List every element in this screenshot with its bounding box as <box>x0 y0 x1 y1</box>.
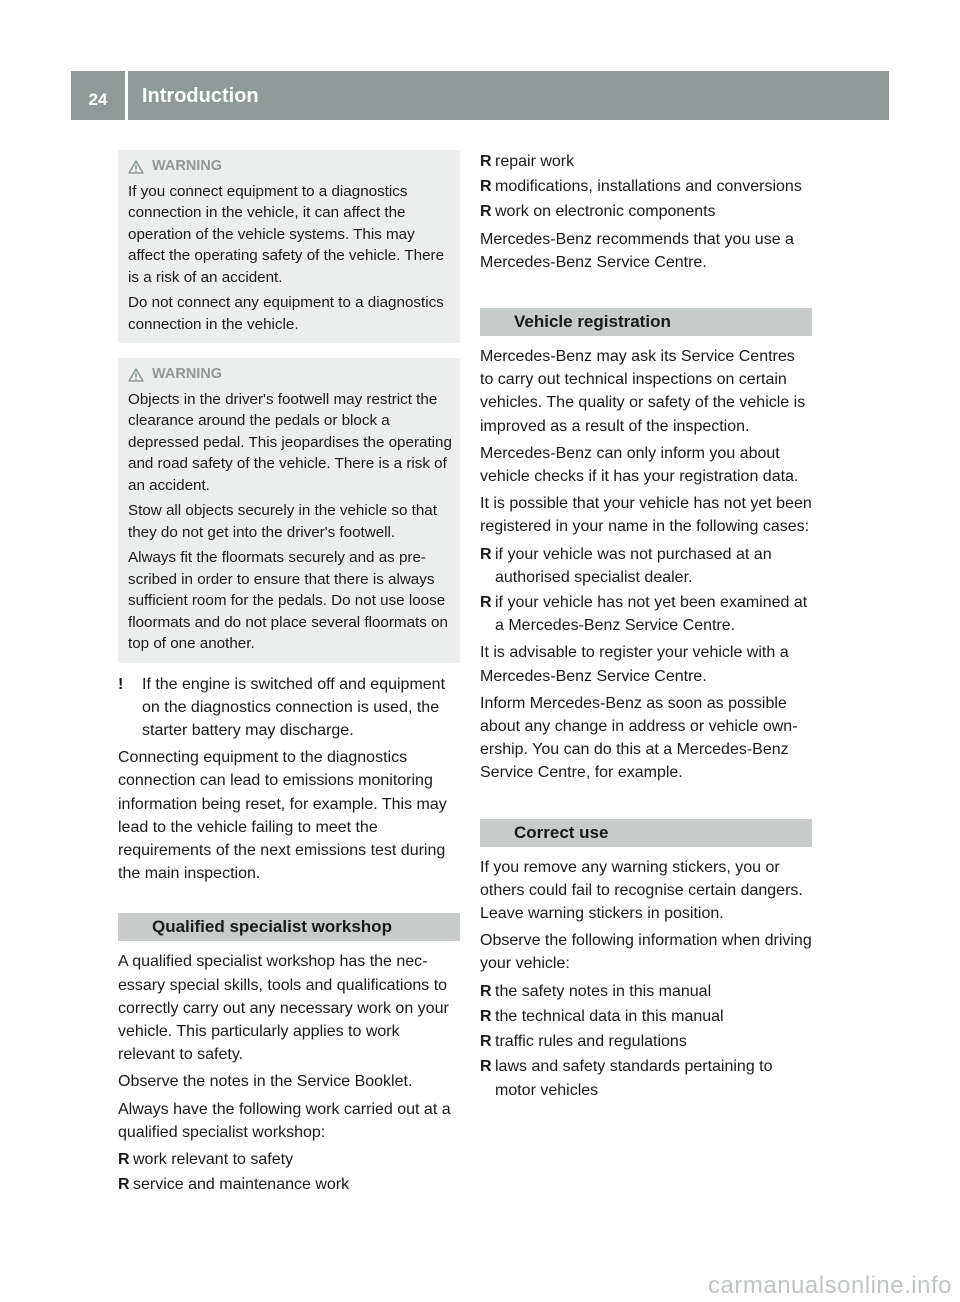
heading-qualified-specialist-workshop: Qualified specialist workshop <box>118 913 460 941</box>
right-column <box>480 150 812 1106</box>
body-paragraph: Always have the following work carried out at a qualified specialist workshop: <box>118 1100 451 1141</box>
heading-vehicle-registration: Vehicle registration <box>480 308 812 336</box>
bullet-list <box>480 980 812 1102</box>
warning-text: Do not connect any equipment to a diagnostics connection in the vehicle. <box>128 294 444 333</box>
list-item: R modifications, installations and conversions <box>480 175 812 198</box>
notice-icon: ! <box>118 675 124 693</box>
warning-label: WARNING <box>152 158 223 174</box>
list-item: R work relevant to safety <box>118 1148 460 1171</box>
left-column <box>118 150 460 1200</box>
body-paragraph: If you remove any warning stickers, you or others could fail to recognise certain dangers. Leave warning stickers in position. <box>480 858 803 923</box>
body-paragraph: Observe the following information when driving your vehicle: <box>480 932 812 973</box>
notice-text: If the engine is switched off and equipment on the diagnostics connection is used, the starter battery may discharge. <box>142 675 446 739</box>
body-paragraph: Inform Mercedes-Benz as soon as possible about any change in address or vehicle ownership. You can do this at a Mercedes-Benz Service Centre, for example. <box>480 694 798 782</box>
list-item: R if your vehicle was not purchased at an authorised specialist dealer. <box>480 543 812 589</box>
notice <box>118 673 460 743</box>
warning-heading <box>128 156 452 178</box>
list-item: R traffic rules and regulations <box>480 1030 812 1053</box>
body-paragraph: It is possible that your vehicle has not yet been registered in your name in the following cases: <box>480 495 812 536</box>
warning-label: WARNING <box>152 366 223 382</box>
body-paragraph: Mercedes-Benz can only inform you about vehicle checks if it has your registration data. <box>480 444 799 486</box>
list-item: R work on electronic components <box>480 200 812 223</box>
bullet-list <box>118 1148 460 1196</box>
body-paragraph: It is advisable to register your vehicle with a Mercedes-Benz Service Centre. <box>480 644 789 685</box>
bullet-list <box>480 150 812 224</box>
warning-heading <box>128 364 452 386</box>
watermark: carmanualsonline.info <box>708 1272 952 1299</box>
page-number: 24 <box>88 89 108 109</box>
list-item: R the technical data in this manual <box>480 1005 812 1028</box>
page-header <box>71 71 889 120</box>
list-item: R if your vehicle has not yet been examined at a Mercedes-Benz Service Centre. <box>480 591 812 637</box>
warning-box-diagnostics <box>118 150 460 343</box>
warning-text: If you connect equipment to a diagnostics connection in the vehicle, it can affect the operation of the vehicle systems. This may affect the operating safety of the vehicle. There is a risk of an accident. <box>128 182 445 286</box>
body-paragraph: Mercedes-Benz recommends that you use a Mercedes-Benz Service Centre. <box>480 230 794 271</box>
list-item: R laws and safety standards pertaining to motor vehicles <box>480 1055 812 1101</box>
header-divider <box>125 71 128 120</box>
heading-correct-use: Correct use <box>480 819 812 847</box>
body-paragraph: A qualified specialist workshop has the necessary special skills, tools and qualifications to correctly carry out any necessary work on your vehicle. This particularly applies to work relevant to safety. <box>118 953 449 1064</box>
warning-text: Always fit the floormats securely and as prescribed in order to ensure that there is always sufficient room for the pedals. Do not use loose floormats and do not place several floormats on top of one another. <box>128 549 448 652</box>
warning-text: Objects in the driver's footwell may restrict the clearance around the pedals or block a depressed pedal. This jeopardises the operating and road safety of the vehicle. There is a risk of an accident. <box>128 390 452 494</box>
list-item: R the safety notes in this manual <box>480 980 812 1003</box>
warning-text: Stow all objects securely in the vehicle so that they do not get into the driver's footwell. <box>128 502 437 541</box>
body-paragraph: Mercedes-Benz may ask its Service Centres to carry out technical inspections on certain vehicles. The quality or safety of the vehicle is improved as a result of the inspection. <box>480 348 806 435</box>
warning-box-footwell <box>118 358 460 663</box>
warning-triangle-icon <box>128 160 144 174</box>
bullet-list <box>480 543 812 638</box>
warning-triangle-icon <box>128 368 144 382</box>
body-paragraph: Connecting equipment to the diagnostics connection can lead to emissions monitoring information being reset, for example. This may lead to the vehicle failing to meet the requirements of the next emissions test during the main inspection. <box>118 749 447 883</box>
body-paragraph: Observe the notes in the Service Booklet. <box>118 1073 413 1091</box>
section-title: Introduction <box>142 85 259 107</box>
list-item: R repair work <box>480 150 812 173</box>
list-item: R service and maintenance work <box>118 1173 460 1196</box>
